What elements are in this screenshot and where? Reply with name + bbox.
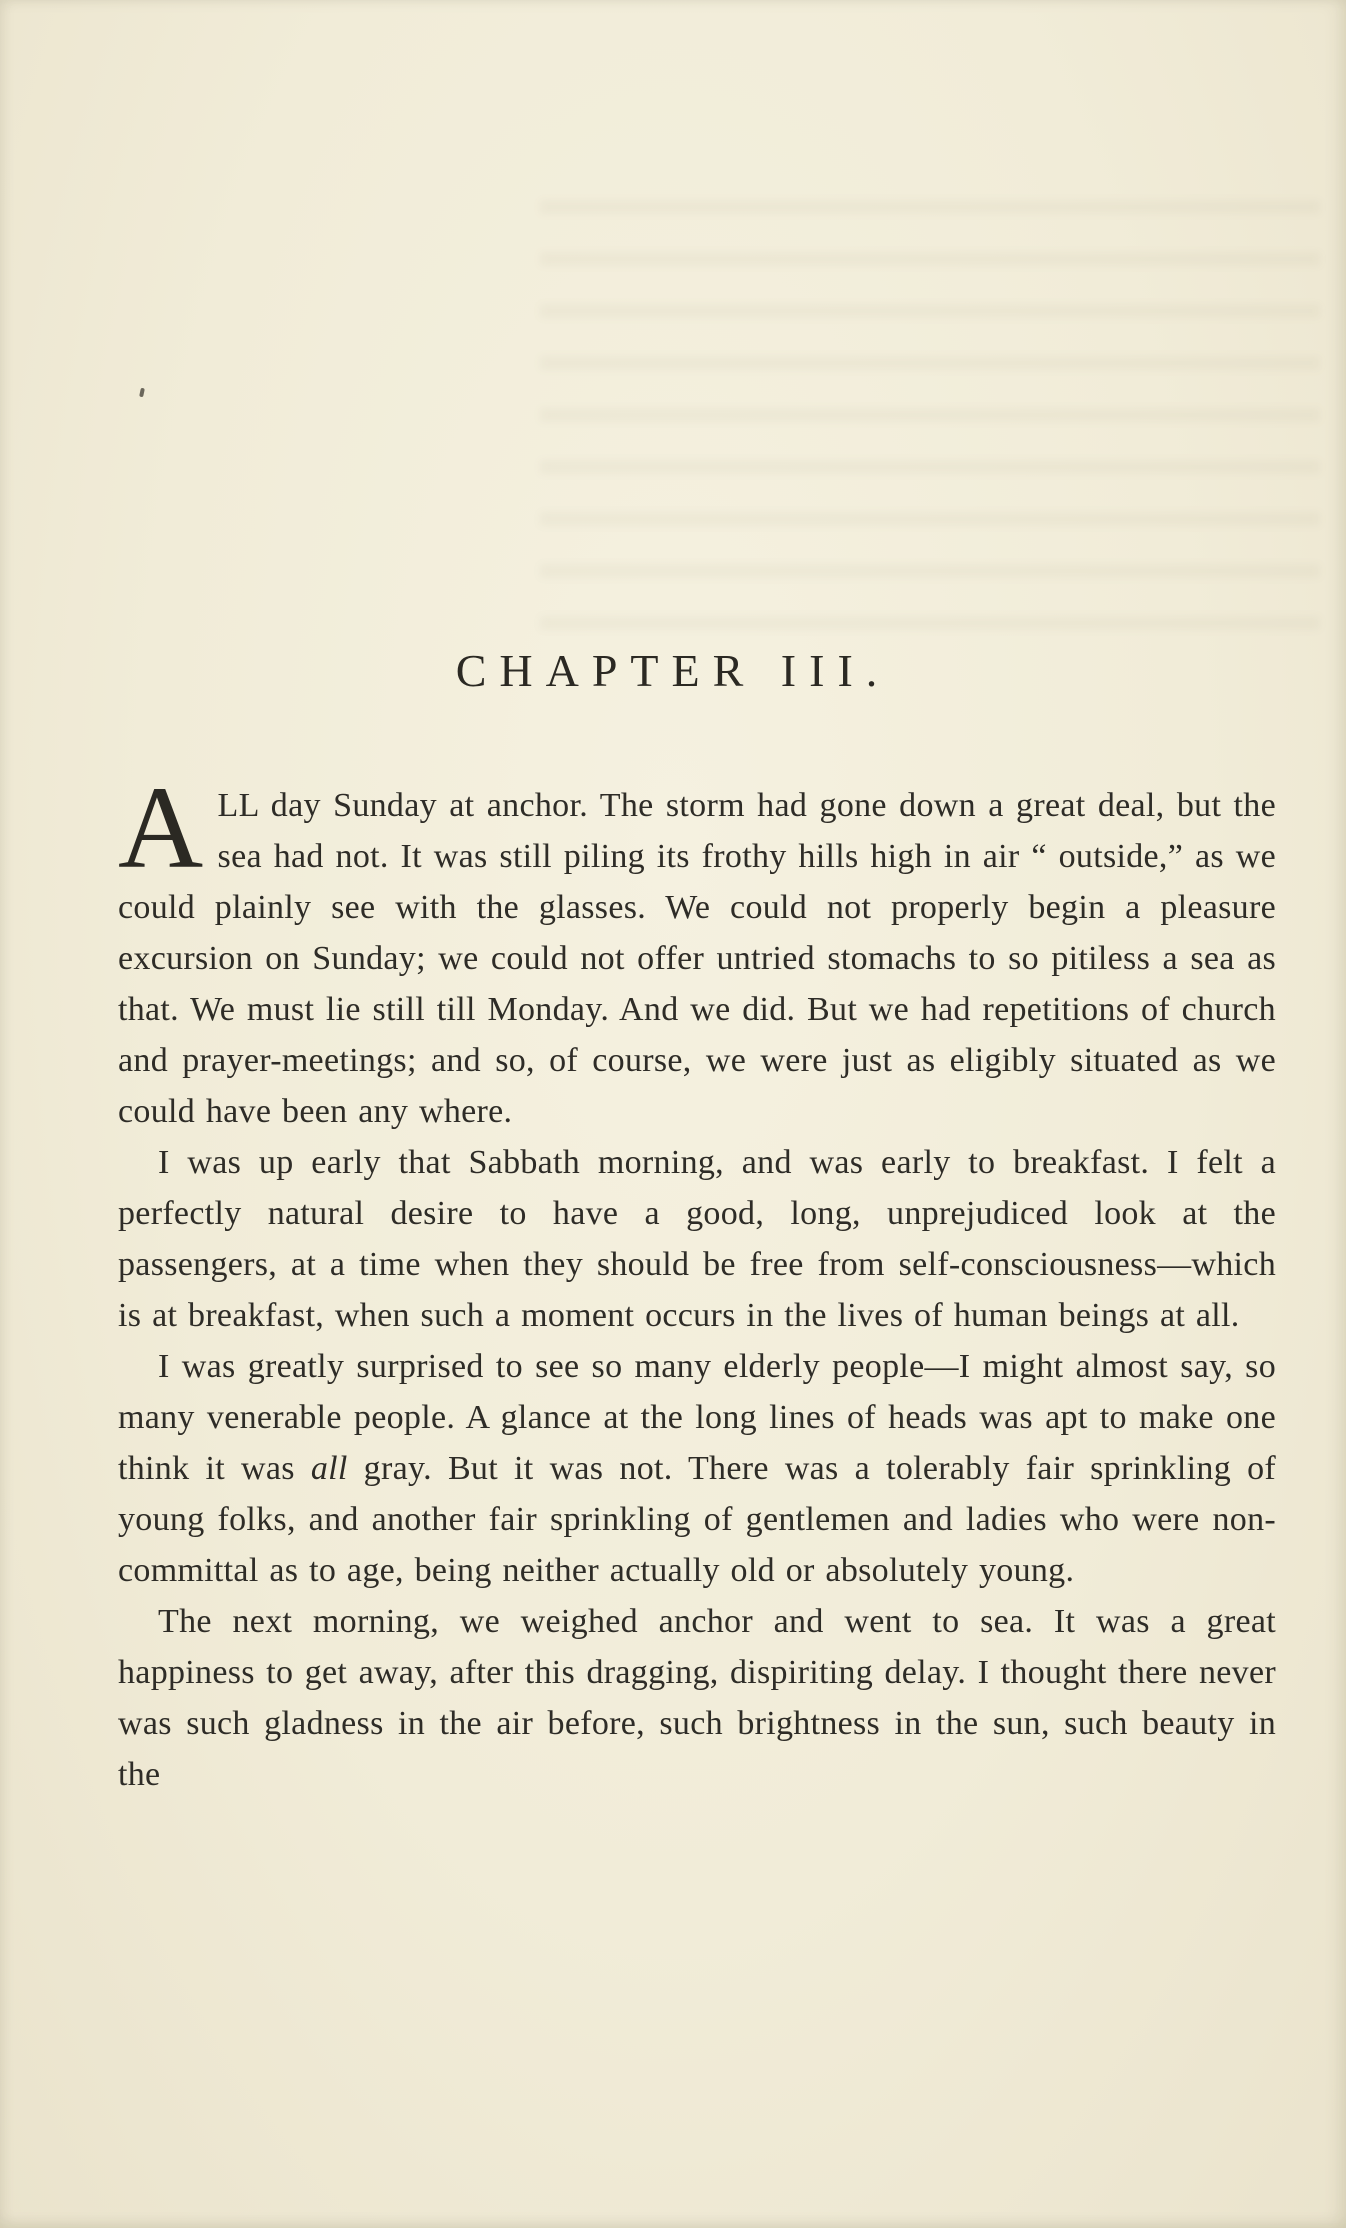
paragraph-1 [118,762,1276,1137]
text-block [0,694,1346,1800]
paragraph-3-text-2: gray. But it was not. There was a tolerably fair sprinkling of young folks, and another fair sprinkling of gentlemen and ladies who were non-committal as to age, being neither actually old or absolutely young. [118,1450,1276,1589]
paragraph-2: I was up early that Sabbath morning, and was early to breakfast. I felt a perfectly natural desire to have a good, long, unprejudiced look at the passengers, at a time when they should be free from self-consciousness—which is at breakfast, when such a moment occurs in the lives of human beings at all. [118,1144,1276,1334]
paragraph-4: The next morning, we weighed anchor and went to sea. It was a great happiness to get away, after this dragging, dispiriting delay. I thought there never was such gladness in the air before, such brightness in the sun, such beauty in the [118,1603,1276,1793]
dropcap-letter: A [118,762,204,893]
paragraph-3-text-1: I was greatly surprised to see so many elderly people—I might almost say, so many venerable people. A glance at the long lines of heads was apt to make one think it was [118,1348,1276,1487]
paragraph-3 [118,1341,1276,1596]
chapter-title: CHAPTER III. [455,645,891,696]
paragraph-3-italic-word: all [310,1450,348,1487]
paragraph-1-text: LL day Sunday at anchor. The storm had gone down a great deal, but the sea had not. It was still piling its frothy hills high in air “ outside,” as we could plainly see with the glasses. We could not properly begin a pleasure excursion on Sunday; we could not offer untried stomachs to so pitiless a sea as that. We must lie still till Monday. And we did. But we had repetitions of church and prayer-meetings; and so, of course, we were just as eligibly situated as we could have been any where. [118,787,1276,1130]
